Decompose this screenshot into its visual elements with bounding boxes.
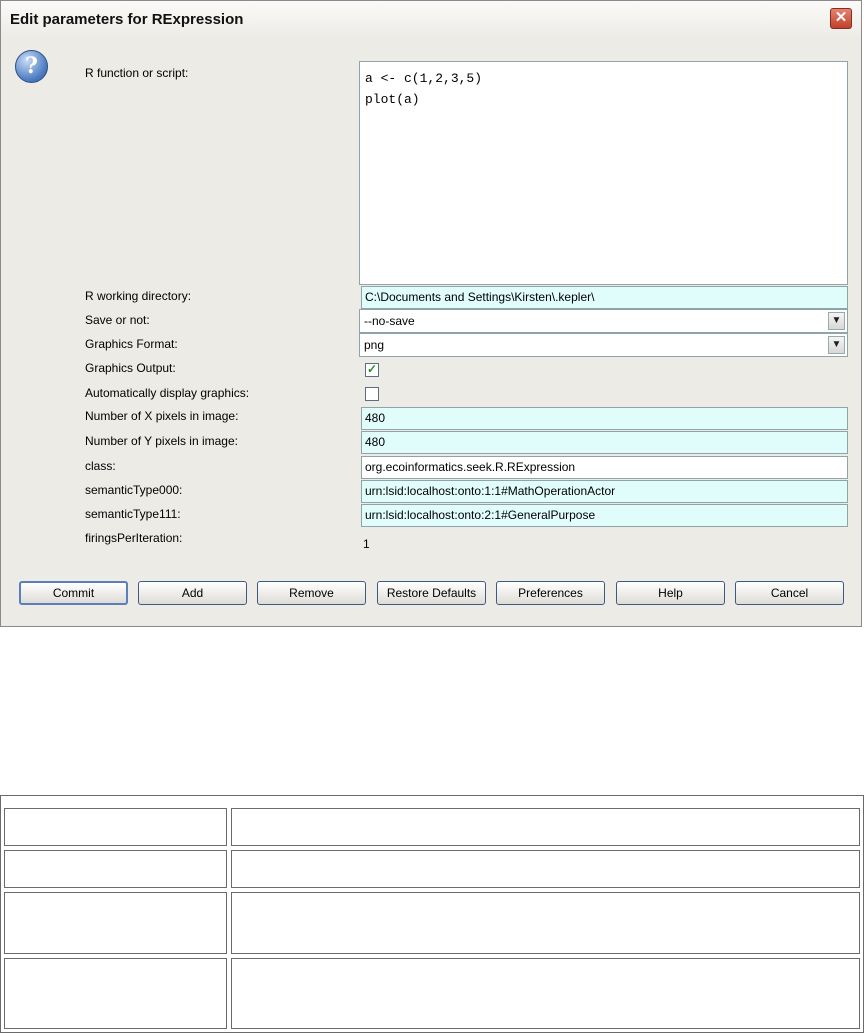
close-button[interactable] <box>830 8 852 29</box>
add-button[interactable]: Add <box>138 581 247 605</box>
script-label: R function or script: <box>85 66 189 80</box>
semantic-type-0-label: semanticType000: <box>85 483 183 497</box>
table-cell <box>231 958 860 1029</box>
script-line: plot(a) <box>365 92 420 107</box>
auto-display-label: Automatically display graphics: <box>85 386 250 400</box>
firings-value: 1 <box>363 537 370 551</box>
save-select-value: --no-save <box>364 314 415 328</box>
chevron-down-icon[interactable]: ▼ <box>828 312 845 330</box>
title-bar[interactable] <box>1 1 861 39</box>
working-dir-field[interactable]: C:\Documents and Settings\Kirsten\.kepler\ <box>361 286 848 309</box>
table-cell <box>4 958 227 1029</box>
chevron-down-icon[interactable]: ▼ <box>828 336 845 354</box>
preferences-button[interactable]: Preferences <box>496 581 605 605</box>
help-button[interactable]: Help <box>616 581 725 605</box>
class-label: class: <box>85 459 116 473</box>
table-cell <box>231 808 860 846</box>
empty-table <box>0 795 864 1033</box>
y-pixels-field[interactable]: 480 <box>361 431 848 454</box>
table-cell <box>4 892 227 954</box>
table-cell <box>231 892 860 954</box>
dialog-title: Edit parameters for RExpression <box>10 11 244 28</box>
working-dir-label: R working directory: <box>85 289 192 303</box>
script-textarea[interactable] <box>359 61 848 285</box>
firings-label: firingsPerIteration: <box>85 531 183 545</box>
graphics-format-value: png <box>364 338 385 352</box>
auto-display-checkbox[interactable] <box>365 387 379 401</box>
graphics-output-label: Graphics Output: <box>85 361 176 375</box>
x-pixels-field[interactable]: 480 <box>361 407 848 430</box>
semantic-type-1-field[interactable]: urn:lsid:localhost:onto:2:1#GeneralPurpose <box>361 504 848 527</box>
question-icon: ? <box>15 50 48 83</box>
cancel-button[interactable]: Cancel <box>735 581 844 605</box>
class-field[interactable]: org.ecoinformatics.seek.R.RExpression <box>361 456 848 479</box>
table-cell <box>4 850 227 888</box>
semantic-type-1-label: semanticType111: <box>85 507 181 521</box>
close-icon: ✕ <box>834 9 848 26</box>
script-line: a <- c(1,2,3,5) <box>365 71 483 86</box>
save-select[interactable] <box>359 309 848 333</box>
save-label: Save or not: <box>85 313 150 327</box>
table-cell <box>231 850 860 888</box>
table-cell <box>4 808 227 846</box>
remove-button[interactable]: Remove <box>257 581 366 605</box>
x-pixels-label: Number of X pixels in image: <box>85 409 239 423</box>
checkmark-icon: ✓ <box>367 362 378 376</box>
restore-defaults-button[interactable]: Restore Defaults <box>377 581 486 605</box>
graphics-format-select[interactable] <box>359 333 848 357</box>
y-pixels-label: Number of Y pixels in image: <box>85 434 238 448</box>
semantic-type-0-field[interactable]: urn:lsid:localhost:onto:1:1#MathOperationActor <box>361 480 848 503</box>
graphics-output-checkbox[interactable] <box>365 363 379 377</box>
commit-button[interactable]: Commit <box>19 581 128 605</box>
graphics-format-label: Graphics Format: <box>85 337 178 351</box>
